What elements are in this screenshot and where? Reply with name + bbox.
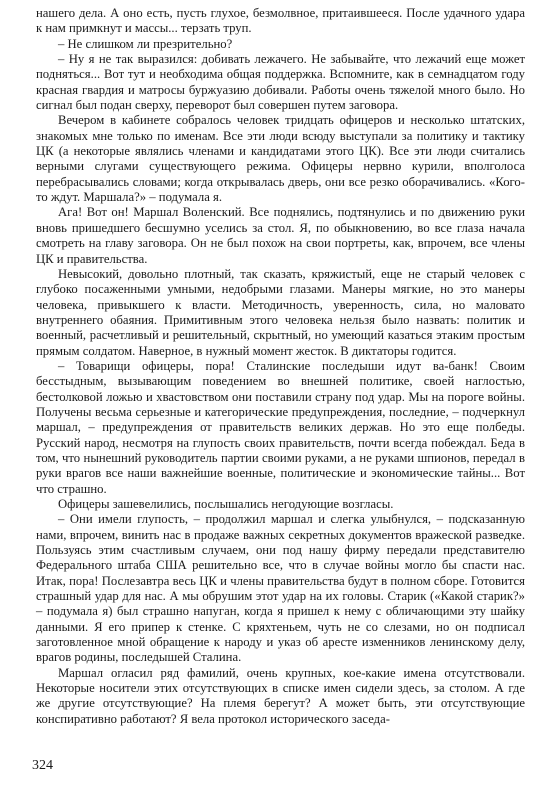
paragraph: нашего дела. А оно есть, пусть глухое, безмолвное, притаившееся. После удачного удара к нам примкнут и массы... терзать труп. — [36, 6, 525, 36]
paragraph: Вечером в кабинете собралось человек тридцать офицеров и несколько штатских, знакомых мне только по именам. Все эти люди всюду выступали за политику и тактику ЦК (а некоторые являлись членами и кандидатами этого ЦК). Все эти люди считались верными слугами существующего режима. Офицеры нервно курили, вполголоса перебрасывались словами; когда открывалась дверь, они все резко оборачивались. «Кого-то ждут. Маршала?» – подумала я. — [36, 113, 525, 205]
paragraph: – Не слишком ли презрительно? — [58, 36, 233, 51]
paragraph: – Они имели глупость, – продолжил маршал и слегка улыбнулся, – подсказанную нами, впрочем, винить нас в продаже важных секретных документов вражеской разведке. Пользуясь этим счастливым случаем, они под нашу фирму передали представителю Федерального штаба США решительно все, что в случае войны могло бы спасти нас. Итак, пора! Послезавтра весь ЦК и члены правительства будут в полном сборе. Готовится страшный удар для нас. А мы обрушим этот удар на их головы. Старик («Какой старик?» – подумала я) был страшно напуган, когда я пришел к нему с обличающими эту шайку данными. Я его припер к стенке. С кряхтеньем, чуть не со слезами, но он подписал заготовленное мной обращение к народу и указ об аресте изменников ленинскому делу, врагов родины, последышей Сталина. — [36, 512, 525, 665]
paragraph: Ага! Вот он! Маршал Воленский. Все поднялись, подтянулись и по движению руки вновь пришедшего бесшумно уселись за стол. Я, по обыкновению, во все глаза начала смотреть на главу заговора. Он не был похож на свои портреты, как, впрочем, все члены ЦК и правительства. — [36, 205, 525, 266]
paragraph: Невысокий, довольно плотный, так сказать, кряжистый, еще не старый человек с глубоко посаженными умными, недобрыми глазами. Манеры мягкие, но это манеры человека, привыкшего к власти. Методичность, уверенность, сила, но маловато внутреннего обаяния. Примитивным этого человека нельзя было назвать: политик и военный, расчетливый и решительный, скрытный, но умеющий казаться этаким простым прямым солдатом. Наверное, в нужный момент жесток. В диктаторы годится. — [36, 266, 525, 358]
paragraph: – Товарищи офицеры, пора! Сталинские последыши идут ва-банк! Своим бесстыдным, вызывающим поведением во внешней политике, своей наглостью, бестолковой ложью и хвастовством они поставили страну под удар. Мы на пороге войны. Получены весьма серьезные и категорические предупреждения, последние, – подчеркнул маршал, – предупреждения от правительств великих держав. Но это еще полбеды. Русский народ, несмотря на глупость своих правительств, почти всегда побеждал. Беда в том, что нынешний руководитель партии своими руками, а не руками шпионов, передал в руки врагов все наши важнейшие военные, политические и экономические тайны... Вот что страшно. — [36, 358, 525, 496]
paragraph: Маршал огласил ряд фамилий, очень крупных, кое-какие имена отсутствовали. Некоторые носители этих отсутствующих в списке имен сидели здесь, за столом. А где же другие отсутствующие? На племя берегут? А может быть, эти отсутствующие конспиративно работают? Я вела протокол исторического заседа- — [36, 665, 525, 726]
paragraph: Офицеры зашевелились, послышались негодующие возгласы. — [58, 497, 394, 511]
page-number: 324 — [32, 758, 53, 773]
paragraph: – Ну я не так выразился: добивать лежачего. Не забывайте, что лежачий еще может подняться... Вот тут и необходима общая поддержка. Вспомните, как в семнадцатом году красная гвардия и матросы буржуазию добивали. Работы очень тяжелой много было. Но сигнал был подан сверху, переворот был совершен путем заговора. — [36, 52, 525, 113]
body-text — [36, 6, 525, 727]
